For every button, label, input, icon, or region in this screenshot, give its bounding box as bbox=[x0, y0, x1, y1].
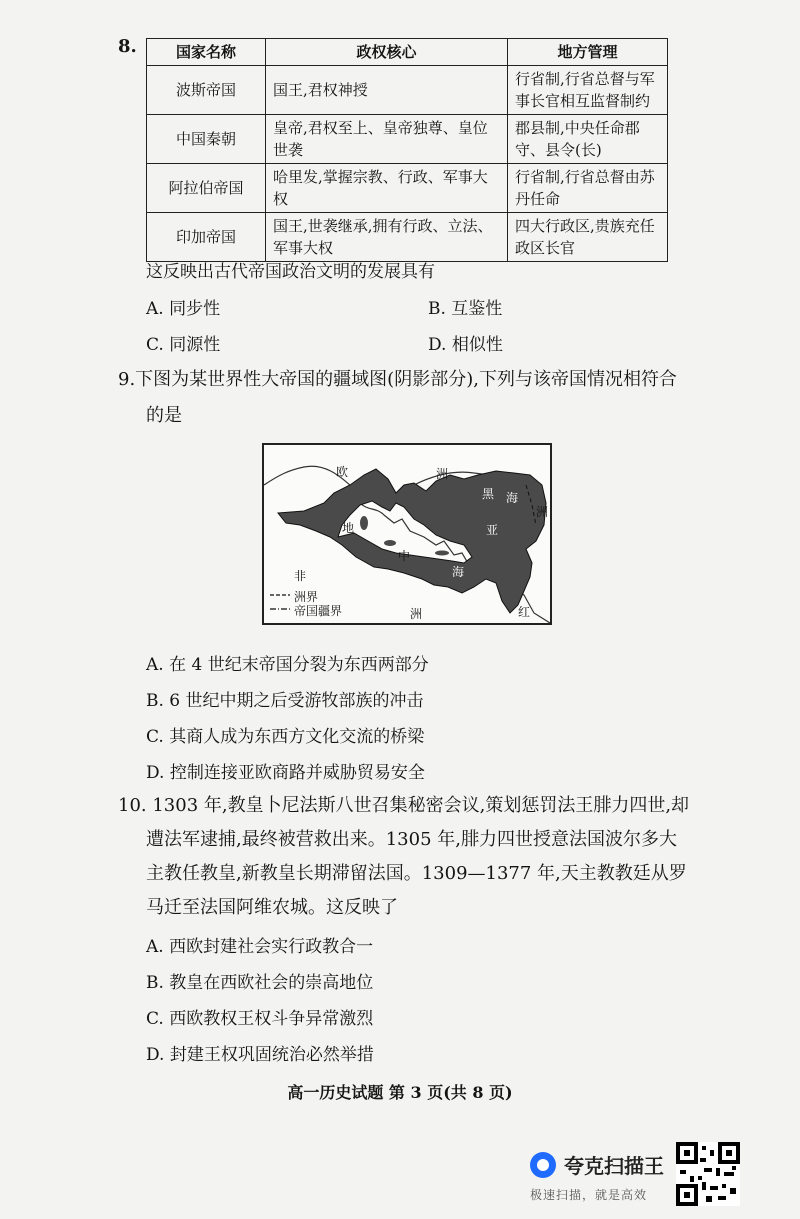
cell-country: 中国秦朝 bbox=[147, 115, 266, 164]
q9-option-d: D. 控制连接亚欧商路并威胁贸易安全 bbox=[146, 763, 425, 783]
option-d: D. 相似性 bbox=[428, 335, 503, 355]
scanner-logo-icon bbox=[530, 1152, 556, 1178]
legend-continent-label: 洲界 bbox=[294, 590, 319, 604]
page-footer: 高一历史试题 第 3 页(共 8 页) bbox=[287, 1083, 513, 1102]
cell-local: 行省制,行省总督与军事长官相互监督制约 bbox=[508, 66, 668, 115]
label-med-3: 海 bbox=[452, 565, 465, 579]
header-local: 地方管理 bbox=[508, 39, 668, 66]
cell-country: 波斯帝国 bbox=[147, 66, 266, 115]
header-country: 国家名称 bbox=[147, 39, 266, 66]
table-row bbox=[147, 213, 668, 262]
legend-empire-label: 帝国疆界 bbox=[294, 604, 343, 618]
cell-core: 哈里发,掌握宗教、行政、军事大权 bbox=[266, 164, 508, 213]
label-red-sea: 红 bbox=[518, 605, 531, 619]
question-9-stem-line2: 的是 bbox=[146, 405, 182, 426]
q9-option-a: A. 在 4 世纪末帝国分裂为东西两部分 bbox=[146, 655, 429, 675]
option-a: A. 同步性 bbox=[146, 299, 221, 319]
scanner-app-name: 夸克扫描王 bbox=[564, 1154, 664, 1178]
q10-option-a: A. 西欧封建社会实行政教合一 bbox=[146, 937, 374, 957]
question-8-number: 8. bbox=[118, 36, 137, 57]
q9-option-b: B. 6 世纪中期之后受游牧部族的冲击 bbox=[146, 691, 424, 711]
q10-option-d: D. 封建王权巩固统治必然举措 bbox=[146, 1045, 374, 1065]
cell-local: 四大行政区,贵族充任政区长官 bbox=[508, 213, 668, 262]
label-europe-2: 洲 bbox=[436, 467, 449, 481]
cell-local: 郡县制,中央任命郡守、县令(长) bbox=[508, 115, 668, 164]
question-10-line2: 遭法军逮捕,最终被营救出来。1305 年,腓力四世授意法国波尔多大 bbox=[146, 829, 677, 850]
label-asia-2: 洲 bbox=[536, 505, 549, 519]
table-row bbox=[147, 66, 668, 115]
label-med-2: 中 bbox=[398, 549, 411, 563]
label-med-1: 地 bbox=[342, 521, 355, 535]
scanner-slogan: 极速扫描，就是高效 bbox=[530, 1188, 648, 1202]
island-crete bbox=[435, 551, 449, 556]
option-c: C. 同源性 bbox=[146, 335, 221, 355]
cell-core: 皇帝,君权至上、皇帝独尊、皇位世袭 bbox=[266, 115, 508, 164]
question-10-line4: 马迁至法国阿维农城。这反映了 bbox=[146, 897, 398, 918]
question-8-stem: 这反映出古代帝国政治文明的发展具有 bbox=[146, 262, 435, 282]
q10-option-b: B. 教皇在西欧社会的崇高地位 bbox=[146, 973, 374, 993]
option-b: B. 互鉴性 bbox=[428, 299, 503, 319]
cell-country: 印加帝国 bbox=[147, 213, 266, 262]
label-asia-1: 亚 bbox=[486, 523, 499, 537]
question-10-line1: 10. 1303 年,教皇卜尼法斯八世召集秘密会议,策划惩罚法王腓力四世,却 bbox=[118, 795, 690, 816]
table-row bbox=[147, 115, 668, 164]
label-black-sea-1: 黑 bbox=[482, 487, 495, 501]
scanner-watermark bbox=[530, 1148, 670, 1208]
cell-core: 国王,世袭继承,拥有行政、立法、军事大权 bbox=[266, 213, 508, 262]
q9-option-c: C. 其商人成为东西方文化交流的桥梁 bbox=[146, 727, 425, 747]
cell-local: 行省制,行省总督由苏丹任命 bbox=[508, 164, 668, 213]
table-row bbox=[147, 164, 668, 213]
q10-option-c: C. 西欧教权王权斗争异常激烈 bbox=[146, 1009, 374, 1029]
header-core: 政权核心 bbox=[266, 39, 508, 66]
label-africa-1: 非 bbox=[294, 569, 307, 583]
question-10-line3: 主教任教皇,新教皇长期滞留法国。1309—1377 年,天主教教廷从罗 bbox=[146, 863, 687, 884]
cell-country: 阿拉伯帝国 bbox=[147, 164, 266, 213]
table-header-row bbox=[147, 39, 668, 66]
question-9-stem-line1: 9.下图为某世界性大帝国的疆域图(阴影部分),下列与该帝国情况相符合 bbox=[118, 369, 677, 390]
empire-territory-map bbox=[262, 443, 552, 625]
label-europe-1: 欧 bbox=[336, 465, 349, 479]
qr-code-icon bbox=[676, 1142, 740, 1206]
label-black-sea-2: 海 bbox=[506, 491, 519, 505]
empire-comparison-table bbox=[146, 38, 668, 262]
label-africa-2: 洲 bbox=[410, 607, 423, 621]
cell-core: 国王,君权神授 bbox=[266, 66, 508, 115]
island-sicily bbox=[384, 540, 396, 546]
island-sardinia bbox=[360, 516, 368, 530]
